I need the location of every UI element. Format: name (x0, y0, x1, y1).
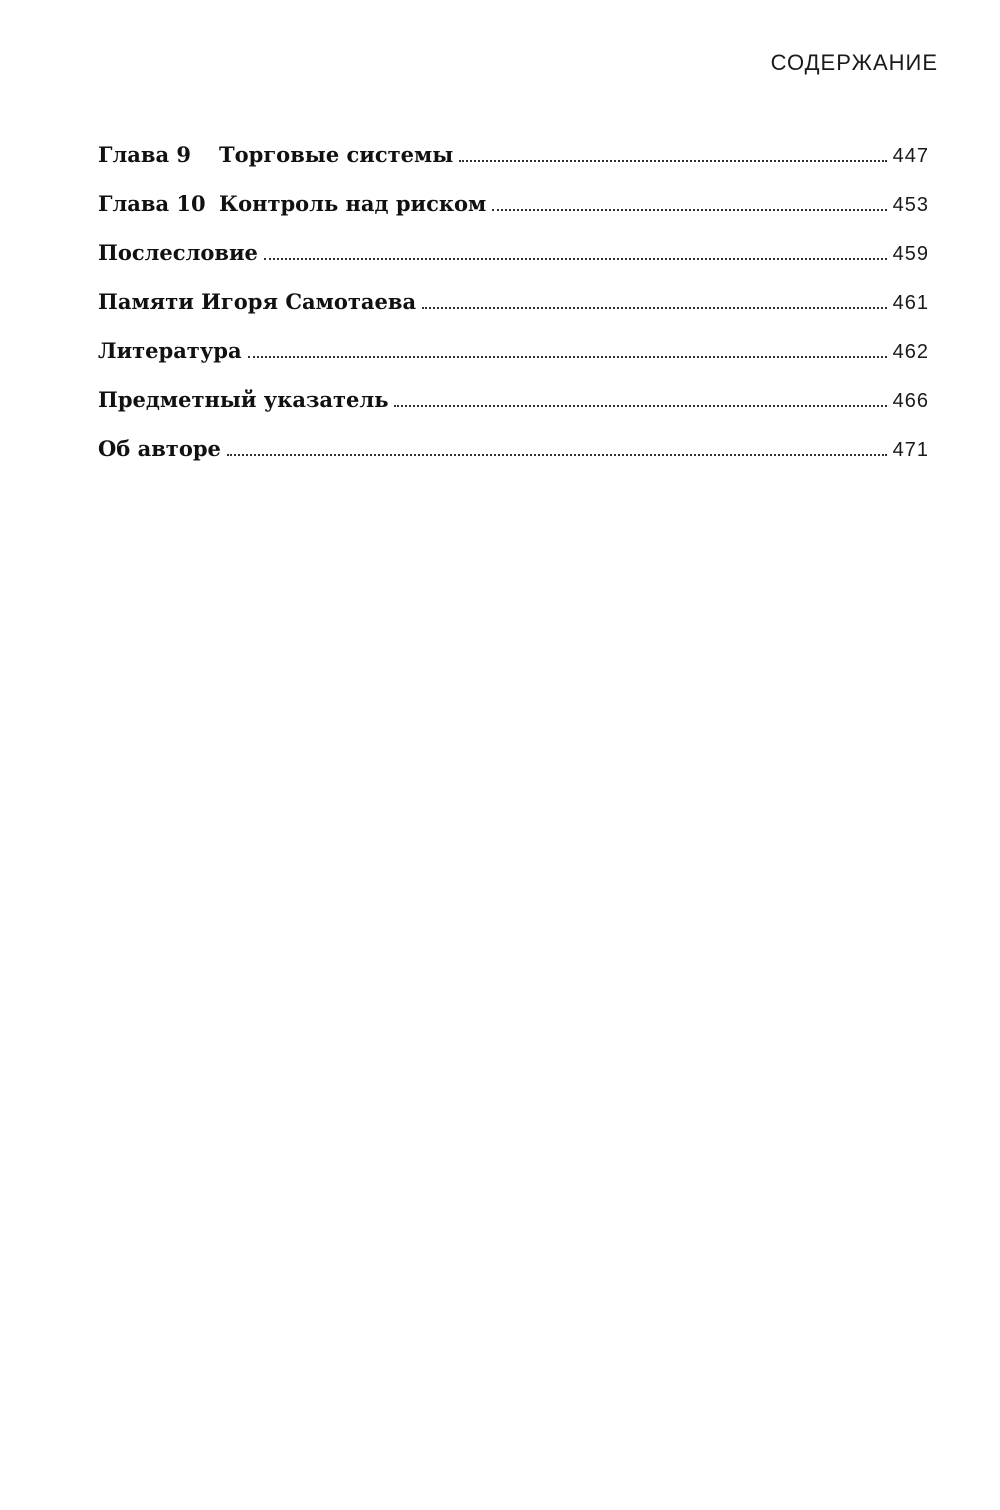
dot-leader (459, 160, 886, 162)
running-head: СОДЕРЖАНИЕ (770, 50, 938, 75)
toc-entry-chapter-9[interactable] (98, 142, 929, 191)
toc-title: Предметный указатель (98, 387, 389, 412)
toc-page-number: 461 (892, 292, 929, 314)
toc-title: Контроль над риском (219, 191, 487, 216)
dot-leader (394, 405, 886, 407)
table-of-contents (98, 142, 929, 485)
dot-leader (248, 356, 887, 358)
dot-leader (422, 307, 887, 309)
dot-leader (264, 258, 887, 260)
toc-title: Памяти Игоря Самотаева (98, 289, 417, 314)
toc-page-number: 447 (892, 145, 929, 167)
toc-title: Торговые системы (219, 142, 454, 167)
toc-page-number: 466 (892, 390, 929, 412)
toc-title: Послесловие (98, 240, 258, 265)
toc-page-number: 471 (892, 439, 929, 461)
toc-entry-in-memoriam[interactable] (98, 289, 929, 338)
toc-title: Литература (98, 338, 242, 363)
toc-page-number: 459 (892, 243, 929, 265)
toc-title: Об авторе (98, 436, 221, 461)
dot-leader (227, 454, 887, 456)
dot-leader (492, 209, 886, 211)
toc-chapter-label: Глава 10 (98, 191, 206, 216)
toc-entry-literature[interactable] (98, 338, 929, 387)
toc-entry-afterword[interactable] (98, 240, 929, 289)
toc-entry-chapter-10[interactable] (98, 191, 929, 240)
toc-page-number: 453 (892, 194, 929, 216)
toc-page-number: 462 (892, 341, 929, 363)
toc-entry-about-author[interactable] (98, 436, 929, 485)
toc-chapter-label: Глава 9 (98, 142, 192, 167)
toc-entry-subject-index[interactable] (98, 387, 929, 436)
